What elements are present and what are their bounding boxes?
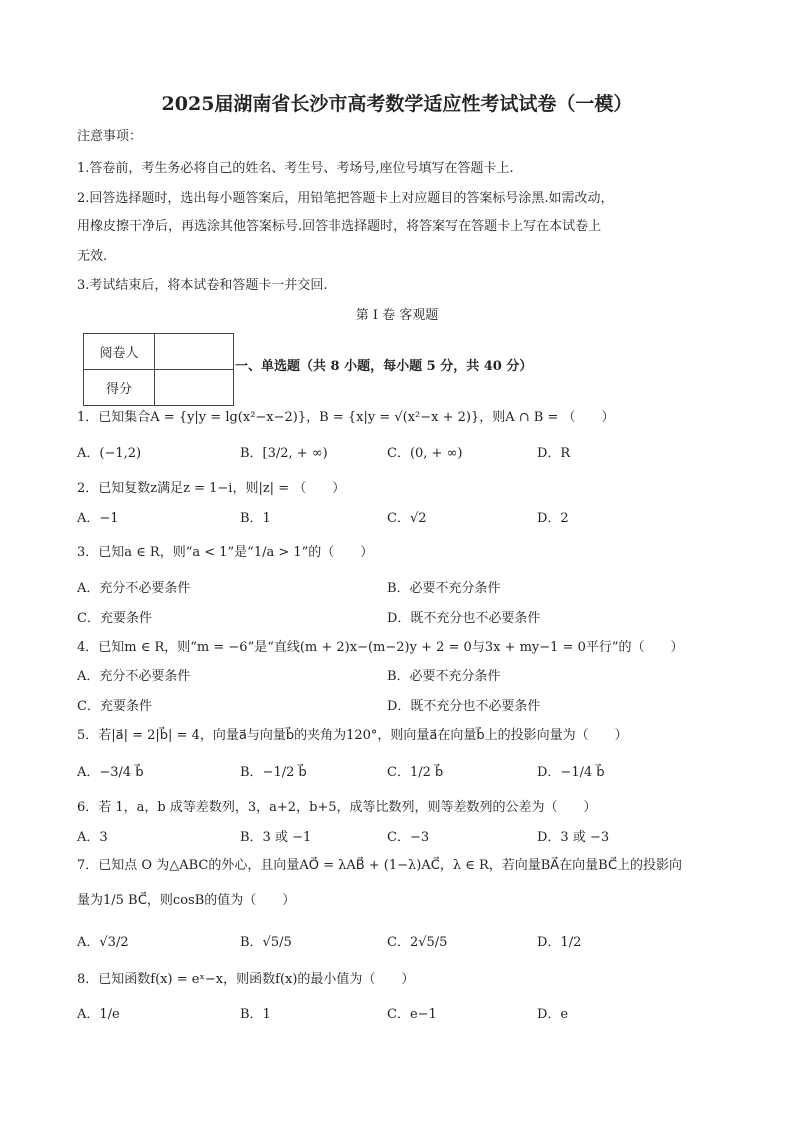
question-5-option-a: A．−3/4 b⃗: [77, 765, 144, 780]
question-7-option-c: C．2√5/5: [387, 935, 448, 950]
question-5-option-c: C．1/2 b⃗: [387, 765, 444, 780]
notice-heading: 注意事项：: [77, 129, 143, 144]
question-8-option-a: A．1/e: [77, 1007, 120, 1022]
question-2-option-b: B．1: [240, 511, 271, 526]
section-title: 一、单选题（共 8 小题，每小题 5 分，共 40 分）: [235, 359, 533, 374]
question-6-option-d: D．3 或 −3: [537, 830, 610, 845]
question-4-option-a: A．充分不必要条件: [77, 669, 191, 684]
question-3-stem: 3．已知a ∈ R，则“a < 1”是“1/a > 1”的（ ）: [77, 545, 374, 560]
question-2-option-c: C．√2: [387, 511, 427, 526]
question-5-option-d: D．−1/4 b⃗: [537, 765, 605, 780]
question-8-option-c: C．e−1: [387, 1007, 437, 1022]
question-8-option-b: B．1: [240, 1007, 271, 1022]
question-6-stem: 6．若 1，a，b 成等差数列，3，a+2，b+5，成等比数列，则等差数列的公差为（ ）: [77, 800, 597, 815]
question-7-option-b: B．√5/5: [240, 935, 292, 950]
question-5-stem: 5．若|a⃗| = 2|b⃗| = 4，向量a⃗与向量b⃗的夹角为120°，则向量a⃗在向量b⃗上的投影向量为（ ）: [77, 728, 628, 743]
question-8-stem: 8．已知函数f(x) = eˣ−x，则函数f(x)的最小值为（ ）: [77, 972, 415, 987]
score-label: 得分: [84, 370, 155, 406]
question-2-option-a: A．−1: [77, 511, 119, 526]
question-1-option-b: B．[3/2, + ∞): [240, 446, 328, 461]
notice-line-2a: 2.回答选择题时，选出每小题答案后，用铅笔把答题卡上对应题目的答案标号涂黑.如需改动，: [77, 191, 614, 206]
reviewer-cell: [155, 334, 234, 370]
notice-line-1: 1.答卷前，考生务必将自己的姓名、考生号、考场号,座位号填写在答题卡上.: [77, 161, 514, 176]
question-6-option-a: A．3: [77, 830, 108, 845]
question-8-option-d: D．e: [537, 1007, 569, 1022]
question-1-stem: 1．已知集合A = {y|y = lg(x²−x−2)}，B = {x|y = √(x²−x + 2)}，则A ∩ B = （ ）: [77, 410, 615, 425]
question-4-option-b: B．必要不充分条件: [387, 669, 501, 684]
question-2-option-d: D．2: [537, 511, 569, 526]
notice-line-2c: 无效.: [77, 249, 108, 264]
question-7-stem-line-1: 7．已知点 O 为△ABC的外心，且向量AO⃗ = λAB⃗ + (1−λ)AC⃗，λ ∈ R，若向量BA⃗在向量BC⃗上的投影向: [77, 858, 683, 873]
score-table: [83, 333, 234, 406]
question-4-stem: 4．已知m ∈ R，则“m = −6”是“直线(m + 2)x−(m−2)y + 2 = 0与3x + my−1 = 0平行”的（ ）: [77, 640, 684, 655]
question-6-option-b: B．3 或 −1: [240, 830, 312, 845]
reviewer-label: 阅卷人: [84, 334, 155, 370]
question-1-option-a: A．(−1,2): [77, 446, 142, 461]
question-7-option-d: D．1/2: [537, 935, 582, 950]
question-1-option-d: D．R: [537, 446, 571, 461]
question-3-option-d: D．既不充分也不必要条件: [387, 611, 541, 626]
question-7-option-a: A．√3/2: [77, 935, 129, 950]
question-5-option-b: B．−1/2 b⃗: [240, 765, 307, 780]
question-4-option-d: D．既不充分也不必要条件: [387, 699, 541, 714]
question-3-option-c: C．充要条件: [77, 611, 152, 626]
notice-line-3: 3.考试结束后，将本试卷和答题卡一并交回.: [77, 278, 328, 293]
score-cell: [155, 370, 234, 406]
notice-line-2b: 用橡皮擦干净后，再选涂其他答案标号.回答非选择题时，将答案写在答题卡上写在本试卷上: [77, 219, 602, 234]
question-3-option-a: A．充分不必要条件: [77, 581, 191, 596]
question-7-stem-line-2: 量为1/5 BC⃗，则cosB的值为（ ）: [77, 893, 296, 908]
question-2-stem: 2．已知复数z满足z = 1−i，则|z| = （ ）: [77, 481, 346, 496]
question-6-option-c: C．−3: [387, 830, 430, 845]
question-1-option-c: C．(0, + ∞): [387, 446, 463, 461]
page-title: 2025届湖南省长沙市高考数学适应性考试试卷（一模）: [161, 93, 633, 115]
part-title: 第 I 卷 客观题: [355, 308, 439, 323]
question-4-option-c: C．充要条件: [77, 699, 152, 714]
question-3-option-b: B．必要不充分条件: [387, 581, 501, 596]
